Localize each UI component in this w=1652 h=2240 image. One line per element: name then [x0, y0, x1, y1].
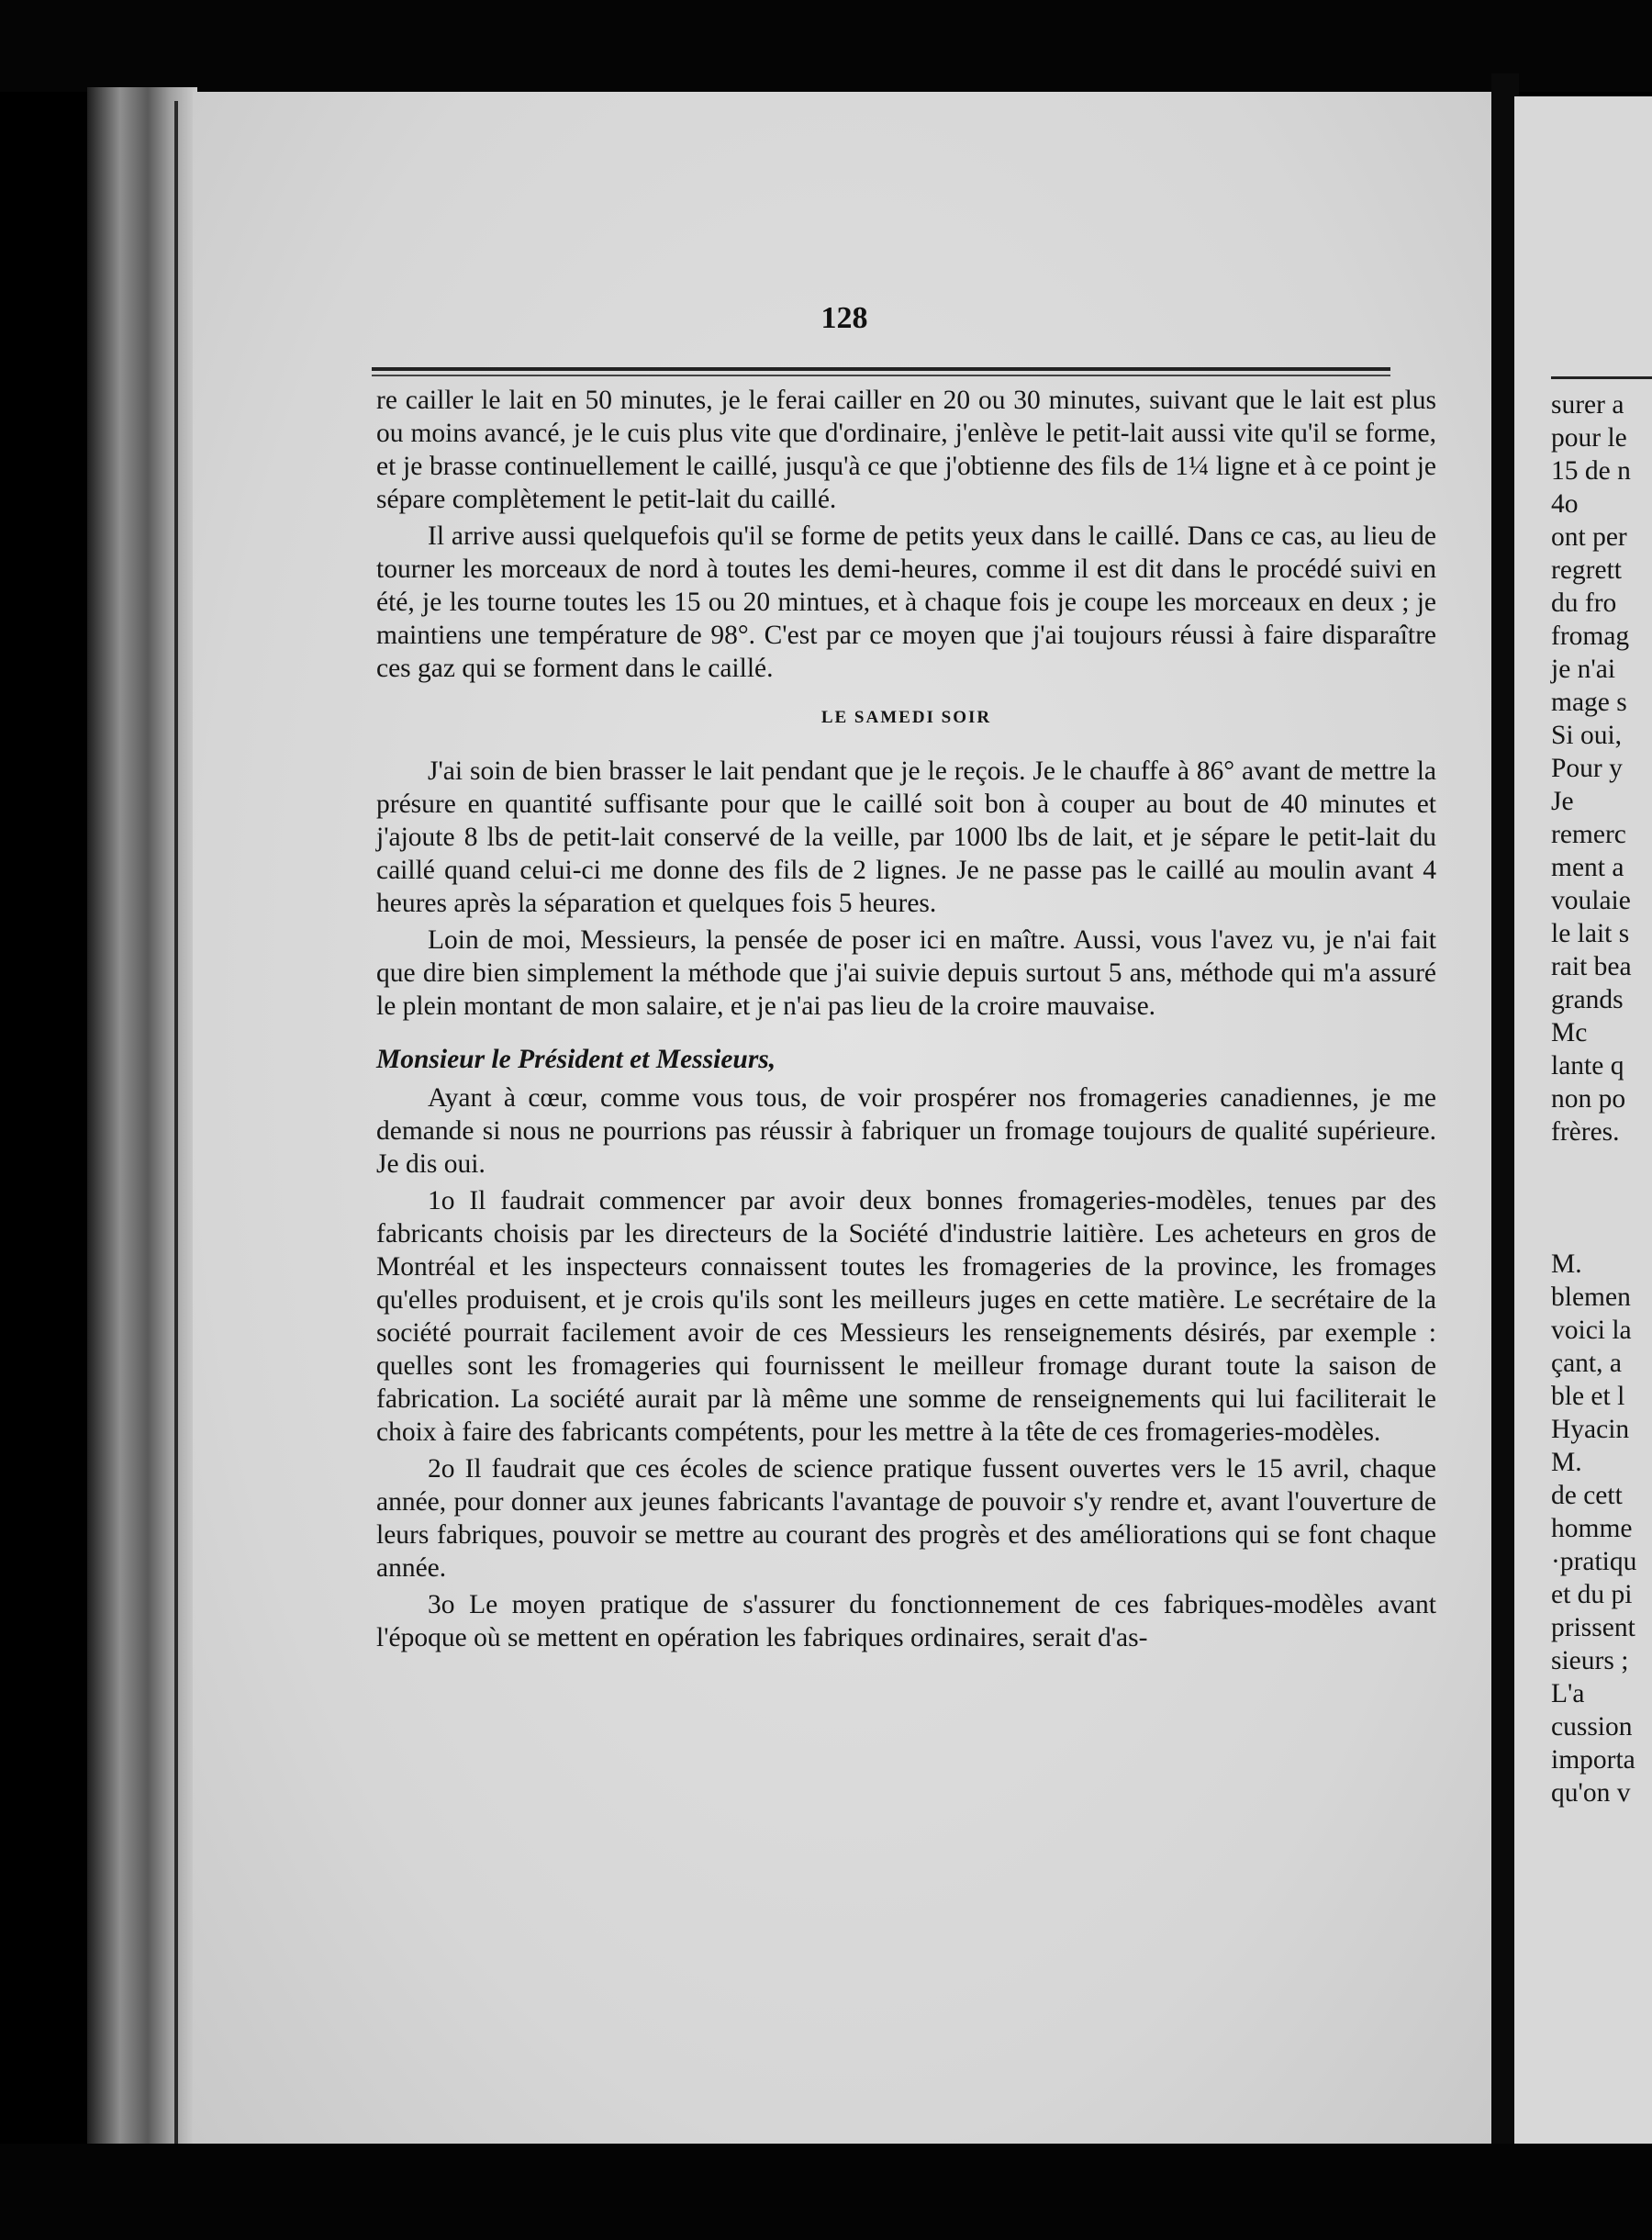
book-page-edges	[87, 87, 197, 2148]
facing-page-line: cussion	[1551, 1712, 1633, 1742]
facing-page-line: prissent	[1551, 1613, 1635, 1642]
page-body	[376, 384, 1436, 1658]
facing-page-line: ment a	[1551, 853, 1624, 882]
facing-page	[1514, 96, 1652, 2144]
paragraph: 3o Le moyen pratique de s'assurer du fonctionnement de ces fabriques-modèles avant l'époque où se mettent en opération les fabriques ordinaires, serait d'as-	[376, 1590, 1436, 1652]
facing-page-line: ble et l	[1551, 1382, 1625, 1411]
facing-page-line: grands	[1551, 985, 1624, 1014]
facing-page-line: voici la	[1551, 1316, 1632, 1345]
facing-page-gap	[1551, 1148, 1652, 1182]
facing-page-line: L'a	[1551, 1679, 1585, 1708]
paragraph: 2o Il faudrait que ces écoles de science pratique fussent ouvertes vers le 15 avril, chaque année, pour donner aux jeunes fabricants l'avantage de pouvoir s'y rendre et, avant l'ouverture de leurs fabriques, pouvoir se mettre au courant des progrès et des améliorations qui se font chaque année.	[376, 1454, 1436, 1583]
facing-page-line: M.	[1551, 1448, 1582, 1477]
header-rule-thin	[372, 375, 1390, 376]
facing-page-line: non po	[1551, 1084, 1626, 1114]
book-page	[193, 92, 1496, 2148]
facing-page-line: importa	[1551, 1745, 1635, 1775]
scan-border-top	[0, 0, 1652, 92]
facing-page-line: et du pi	[1551, 1580, 1633, 1609]
facing-header-rule	[1551, 376, 1652, 379]
paragraph: Loin de moi, Messieurs, la pensée de poser ici en maître. Aussi, vous l'avez vu, je n'ai fait que dire bien simplement la méthode que j'ai suivie depuis surtout 5 ans, méthode qui m'a assuré le plein montant de mon salaire, et je n'ai pas lieu de la croire mauvaise.	[376, 925, 1436, 1021]
page-number: 128	[820, 301, 868, 335]
facing-page-line: rait bea	[1551, 952, 1632, 981]
facing-page-line: homme	[1551, 1514, 1633, 1543]
paragraph: re cailler le lait en 50 minutes, je le ferai cailler en 20 ou 30 minutes, suivant que le lait est plus ou moins avancé, je le cuis plus vite que d'ordinaire, j'enlève le petit-lait aussi vite qu'il se forme, et je brasse continuellement le caillé, jusqu'à ce que j'obtienne des fils de 1¼ ligne et à ce point je sépare complètement le petit-lait du caillé.	[376, 386, 1436, 514]
paragraph: Ayant à cœur, comme vous tous, de voir prospérer nos fromageries canadiennes, je me demande si nous ne pourrions pas réussir à fabriquer un fromage toujours de qualité supérieure. Je dis oui.	[376, 1083, 1436, 1179]
facing-page-line: remerc	[1551, 820, 1626, 849]
facing-page-line: 15 de n	[1551, 456, 1631, 486]
facing-page-line: le lait s	[1551, 919, 1630, 948]
paragraph: J'ai soin de bien brasser le lait pendant que je le reçois. Je le chauffe à 86° avant de mettre la présure en quantité suffisante pour que le caillé soit bon à couper au bout de 40 minutes et j'ajoute 8 lbs de petit-lait conservé de la veille, par 1000 lbs de lait, et je sépare le petit-lait du caillé quand celui-ci me donne des fils de 2 lignes. Je ne passe pas le caillé au moulin avant 4 heures après la séparation et quelques fois 5 heures.	[376, 756, 1436, 918]
facing-page-line: lante q	[1551, 1051, 1624, 1081]
facing-page-text	[1551, 388, 1652, 1809]
facing-page-line: Si oui,	[1551, 721, 1623, 750]
salutation: Monsieur le Président et Messieurs,	[376, 1045, 776, 1074]
facing-page-line: çant, a	[1551, 1349, 1622, 1378]
facing-page-line: du fro	[1551, 588, 1617, 618]
facing-page-line: Mc	[1551, 1018, 1588, 1047]
facing-page-line: de cett	[1551, 1481, 1623, 1510]
facing-page-line: Hyacin	[1551, 1415, 1630, 1444]
facing-page-line: voulaie	[1551, 886, 1631, 915]
facing-page-line: qu'on v	[1551, 1778, 1631, 1808]
facing-page-line: ·pratiqu	[1551, 1547, 1637, 1576]
facing-page-line: mage s	[1551, 688, 1627, 717]
facing-page-line: surer a	[1551, 390, 1624, 420]
facing-page-line: sieurs ;	[1551, 1646, 1629, 1675]
page-edge-shadow	[174, 101, 178, 2144]
facing-page-gap	[1551, 1215, 1652, 1248]
facing-page-line: pour le	[1551, 423, 1627, 453]
facing-page-line: fromag	[1551, 622, 1630, 651]
facing-page-line: 4o	[1551, 489, 1579, 519]
section-heading: LE SAMEDI SOIR	[820, 708, 992, 727]
facing-page-line: Je	[1551, 787, 1574, 816]
paragraph: Il arrive aussi quelquefois qu'il se forme de petits yeux dans le caillé. Dans ce cas, au lieu de tourner les morceaux de nord à toutes les demi-heures, comme il est dit dans le procédé suivi en été, je les tourne toutes les 15 ou 20 mintues, et à chaque fois je coupe les morceaux en deux ; je maintiens une température de 98°. C'est par ce moyen que j'ai toujours réussi à faire disparaître ces gaz qui se forment dans le caillé.	[376, 521, 1436, 683]
facing-page-line: blemen	[1551, 1282, 1631, 1312]
facing-page-line: M.	[1551, 1249, 1582, 1279]
facing-page-line: frères.	[1551, 1117, 1620, 1147]
scan-border-bottom	[0, 2144, 1652, 2240]
header-rule	[372, 367, 1390, 371]
paragraph: 1o Il faudrait commencer par avoir deux bonnes fromageries-modèles, tenues par des fabricants choisis par les directeurs de la Société d'industrie laitière. Les acheteurs en gros de Montréal et les inspecteurs connaissent toutes les fromageries de la province, les fromages qu'elles produisent, et je crois qu'ils sont les meilleurs juges en cette matière. Le secrétaire de la société pourrait facilement avoir de ces Messieurs les renseignements désirés, par exemple : quelles sont les fromageries qui fournissent le meilleur fromage durant toute la saison de fabrication. La société aurait par là même une somme de renseignements qui lui faciliterait le choix à faire des fabricants compétents, pour les mettre à la tête de ces fromageries-modèles.	[376, 1186, 1436, 1447]
facing-page-line: Pour y	[1551, 754, 1623, 783]
facing-page-line: ont per	[1551, 522, 1627, 552]
facing-page-line: je n'ai	[1551, 655, 1616, 684]
facing-page-gap	[1551, 1182, 1652, 1215]
facing-page-line: regrett	[1551, 555, 1622, 585]
